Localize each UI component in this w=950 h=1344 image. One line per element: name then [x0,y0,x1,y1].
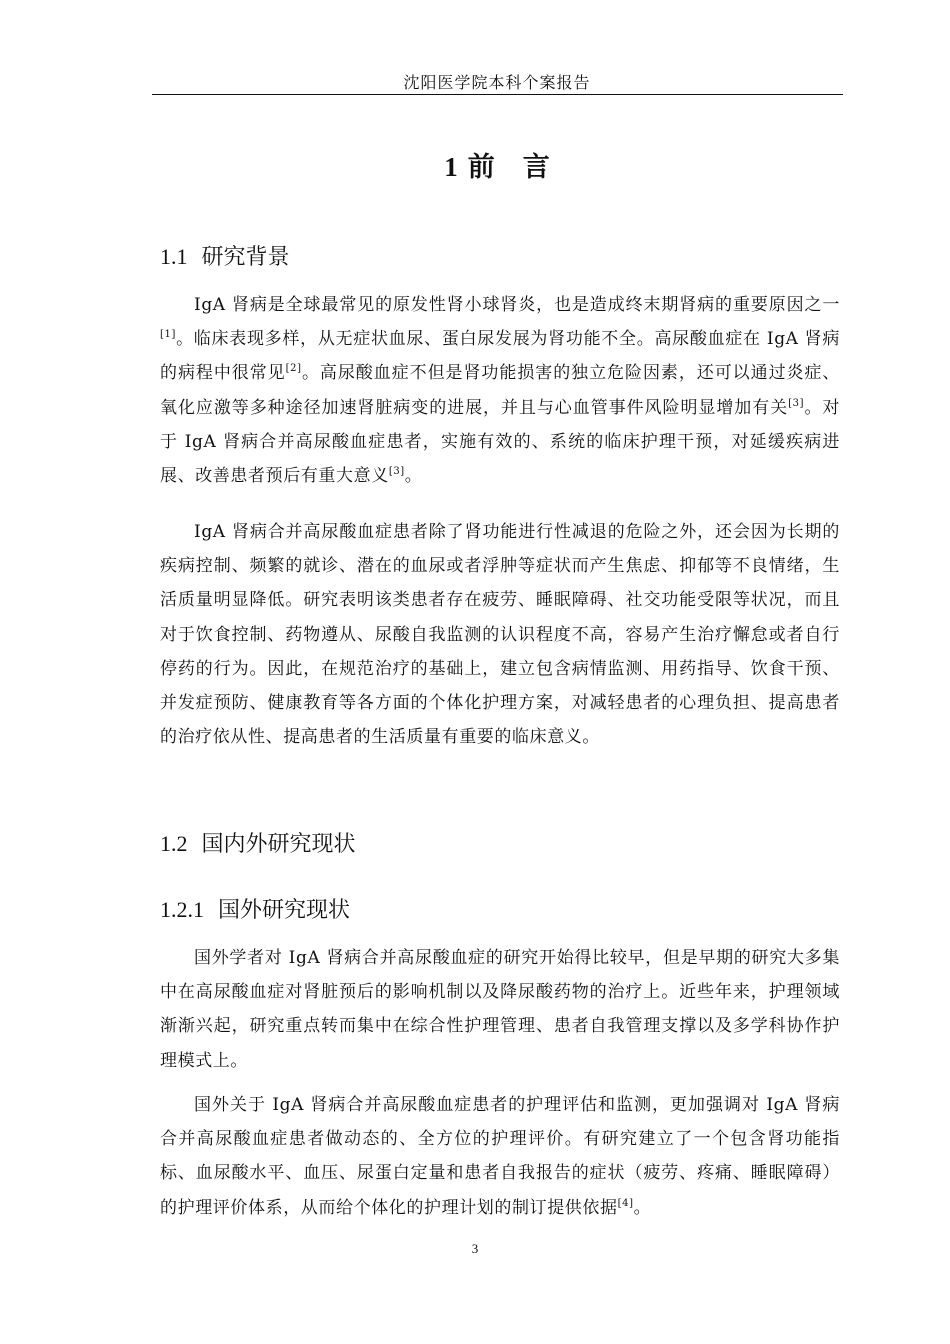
chapter-title-part1: 前 [467,152,495,183]
section-heading-1-1 [160,240,290,271]
paragraph-foreign-research-1: 国外学者对 IgA 肾病合并高尿酸血症的研究开始得比较早，但是早期的研究大多集中在高尿酸血症对肾脏预后的影响机制以及降尿酸药物的治疗上。近些年来，护理领域渐渐兴起，研究重点转而集中在综合性护理管理、患者自我管理支撑以及多学科协作护理模式上。 [160,948,840,1071]
paragraph-background-1 [160,288,840,493]
paragraph-text: 。 [404,466,423,487]
chapter-number: 1 [444,152,458,182]
paragraph-text: IgA 肾病是全球最常见的原发性肾小球肾炎，也是造成终末期肾病的重要原因之一 [194,295,840,315]
citation-ref: [2] [285,363,302,375]
paragraph-text: 。临床表现多样，从无症状血尿、蛋白尿发展为肾功能不全。高尿酸血症在 IgA 肾病的病程中很常见 [160,329,840,384]
paragraph-foreign-research-2 [160,1088,840,1225]
section-heading-1-2 [160,827,356,858]
section-number: 1.2 [160,831,188,856]
section-title: 国内外研究现状 [201,832,356,857]
page-number: 3 [471,1241,479,1256]
header-rule [152,94,843,95]
section-number: 1.1 [160,244,188,269]
chapter-title-part2: 言 [522,152,550,183]
running-header-title: 沈阳医学院本科个案报告 [403,73,591,92]
paragraph-text: 。高尿酸血症不但是肾功能损害的独立危险因素，还可以通过炎症、氧化应激等多种途径加速肾脏病变的进展，并且与心血管事件风险明显增加有关 [160,363,841,418]
citation-ref: [3] [388,466,405,478]
citation-ref: [1] [160,329,176,341]
section-title: 研究背景 [201,245,290,270]
paragraph-text: 。 [633,1197,652,1218]
paragraph-background-2: IgA 肾病合并高尿酸血症患者除了肾功能进行性减退的危险之外，还会因为长期的疾病控制、频繁的就诊、潜在的血尿或者浮肿等症状而产生焦虑、抑郁等不良情绪，生活质量明显降低。研究表明该类患者存在疲劳、睡眠障碍、社交功能受限等状况，而且对于饮食控制、药物遵从、尿酸自我监测的认识程度不高，容易产生治疗懈怠或者自行停药的行为。因此，在规范治疗的基础上，建立包含病情监测、用药指导、饮食干预、并发症预防、健康教育等各方面的个体化护理方案，对减轻患者的心理负担、提高患者的治疗依从性、提高患者的生活质量有重要的临床意义。 [160,522,840,748]
section-number: 1.2.1 [160,897,204,922]
citation-ref: [3] [788,397,805,409]
paragraph-text: 。对于 IgA 肾病合并高尿酸血症患者，实施有效的、系统的临床护理干预，对延缓疾病进展、改善患者预后有重大意义 [160,397,841,487]
paragraph-text: 国外关于 IgA 肾病合并高尿酸血症患者的护理评估和监测，更加强调对 IgA 肾病合并高尿酸血症患者做动态的、全方位的护理评价。有研究建立了一个包含肾功能指标、血尿酸水平、血压、尿蛋白定量和患者自我报告的症状（疲劳、疼痛、睡眠障碍）的护理评价体系，从而给个体化的护理计划的制订提供依据 [160,1095,840,1218]
chapter-title [152,145,842,184]
citation-ref: [4] [617,1197,634,1209]
section-heading-1-2-1 [160,893,350,924]
section-title: 国外研究现状 [218,898,351,923]
